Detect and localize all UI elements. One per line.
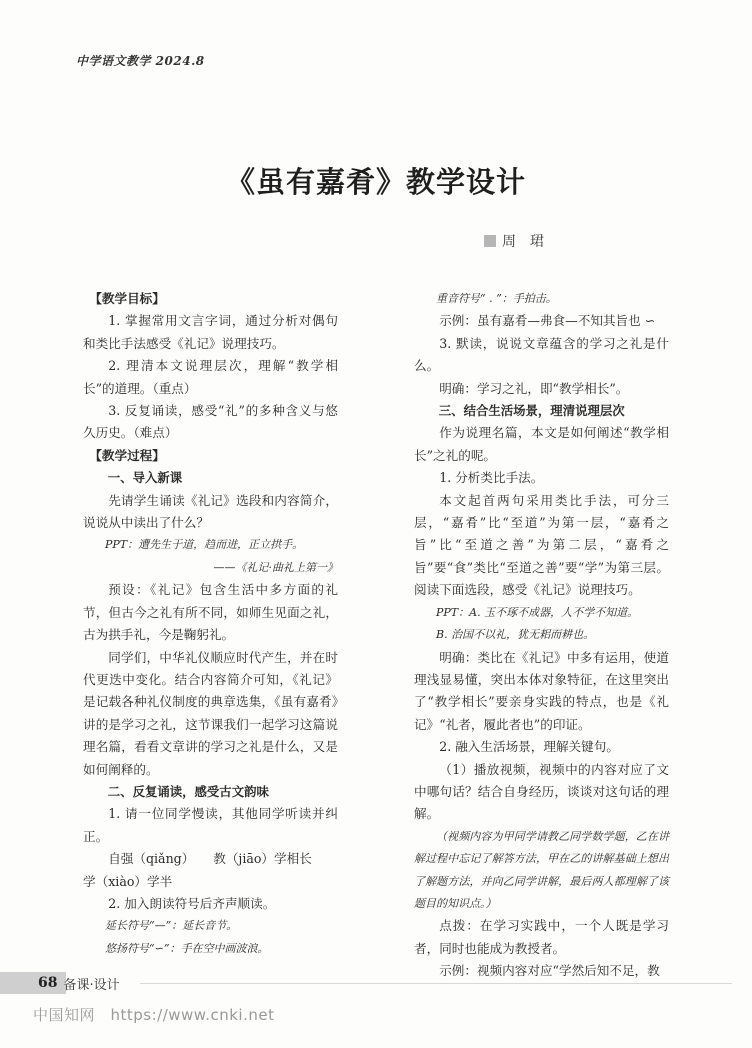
citation: ——《礼记·曲礼上第一》 bbox=[213, 560, 338, 574]
ppt-quote: PPT：A. 玉不琢不成器，人不学不知道。 bbox=[436, 605, 639, 619]
paragraph: 作为说理名篇，本文是如何阐述“教学相长”之礼的呢。 bbox=[414, 425, 669, 463]
author-line bbox=[484, 231, 544, 251]
section-1-heading: 一、导入新课 bbox=[107, 470, 183, 486]
symbol-note: 重音符号“ . ”：手拍击。 bbox=[436, 292, 557, 305]
paragraph: 2. 加入朗读符号后齐声顺读。 bbox=[108, 895, 276, 911]
paragraph: 先请学生诵读《礼记》选段和内容简介，说说从中读出了什么？ bbox=[83, 492, 338, 531]
process-heading: 【教学过程】 bbox=[89, 447, 165, 463]
paragraph: 同学们，中华礼仪顺应时代产生，并在时代更迭中变化。结合内容简介可知，《礼记》是记载各种礼仪制度的典章选集，《虽有嘉肴》讲的是学习之礼，这节课我们一起学习这篇说理名篇，看看文章讲的学习之礼是什么，又是如何阐释的。 bbox=[83, 649, 338, 777]
symbol-note: 延长符号“—”：延长音节。 bbox=[105, 919, 238, 933]
footer-rule bbox=[140, 983, 732, 984]
paragraph: 示例：视频内容对应“学然后知不足，教 bbox=[439, 963, 660, 979]
left-column bbox=[83, 288, 338, 960]
paragraph: 明确：类比在《礼记》中多有运用，使道理浅显易懂，突出本体对象特征，在这里突出了“教学相长”要亲身实践的特点，也是《礼记》“礼者，履此者也”的印证。 bbox=[414, 649, 669, 732]
paragraph: 2. 融入生活场景，理解关键句。 bbox=[439, 739, 619, 755]
pronunciation-line: 学（xiào）学半 bbox=[83, 873, 173, 889]
section-3-heading: 三、结合生活场景，理清说理层次 bbox=[438, 403, 625, 419]
paragraph: 明确：学习之礼，即“教学相长”。 bbox=[439, 380, 629, 396]
ppt-quote: PPT：遭先生于道，趋而进，正立拱手。 bbox=[105, 538, 304, 552]
watermark: 中国知网 https://www.cnki.net bbox=[33, 1006, 275, 1024]
paragraph: （1）播放视频，视频中的内容对应了文中哪句话？结合自身经历，谈谈对这句话的理解。 bbox=[414, 761, 669, 822]
symbol-note: 悠扬符号“∽”：手在空中画波浪。 bbox=[105, 941, 269, 955]
goal-1: 1. 掌握常用文言字词，通过分析对偶句和类比手法感受《礼记》说理技巧。 bbox=[83, 313, 338, 351]
journal-header: 中学语文教学 2024.8 bbox=[76, 54, 205, 68]
paragraph: 预设：《礼记》包含生活中多方面的礼节，但古今之礼有所不同，如师生见面之礼，古为拱手礼，今是鞠躬礼。 bbox=[83, 582, 338, 643]
page-footer bbox=[0, 972, 752, 994]
goal-2: 2. 理清本文说理层次，理解“教学相长”的道理。（重点） bbox=[83, 358, 338, 396]
author-name: 周 珺 bbox=[502, 234, 544, 250]
page-number: 68 bbox=[38, 975, 58, 991]
goals-heading: 【教学目标】 bbox=[89, 291, 165, 306]
section-2-heading: 二、反复诵读，感受古文韵味 bbox=[107, 783, 269, 799]
paragraph: 3. 默读，说说文章蕴含的学习之礼是什么。 bbox=[414, 335, 669, 374]
example-line: 示例：虽有嘉肴—弗食—不知其旨也 ∽ bbox=[439, 313, 656, 329]
goal-3: 3. 反复诵读，感受“礼”的多种含义与悠久历史。（难点） bbox=[83, 403, 338, 441]
paragraph: 1. 请一位同学慢读，其他同学听读并纠正。 bbox=[83, 806, 338, 844]
author-square-icon bbox=[484, 235, 496, 247]
pronunciation-line: 自强（qiǎng） 教（jiāo）学相长 bbox=[108, 851, 312, 867]
section-label: 备课·设计 bbox=[63, 977, 120, 993]
article-title: 《虽有嘉肴》教学设计 bbox=[225, 165, 526, 199]
ppt-quote: B. 治国不以礼，犹无耜而耕也。 bbox=[436, 628, 595, 642]
video-description: （视频内容为甲同学请教乙同学数学题，乙在讲解过程中忘记了解答方法，甲在乙的讲解基础上想出了解题方法，并向乙同学讲解，最后两人都理解了该题目的知识点。） bbox=[414, 829, 669, 910]
paragraph: 点拨：在学习实践中，一个人既是学习者，同时也能成为教授者。 bbox=[414, 918, 669, 956]
paragraph: 1. 分析类比手法。 bbox=[439, 470, 544, 486]
paragraph: 本文起首两句采用类比手法，可分三层，“嘉肴”比“至道”为第一层，“嘉肴之旨”比“至道之善”为第二层，“嘉肴之旨”要“食”类比“至道之善”要“学”为第三层。阅读下面选段，感受《礼记》说理技巧。 bbox=[414, 492, 669, 598]
right-column bbox=[414, 288, 669, 983]
